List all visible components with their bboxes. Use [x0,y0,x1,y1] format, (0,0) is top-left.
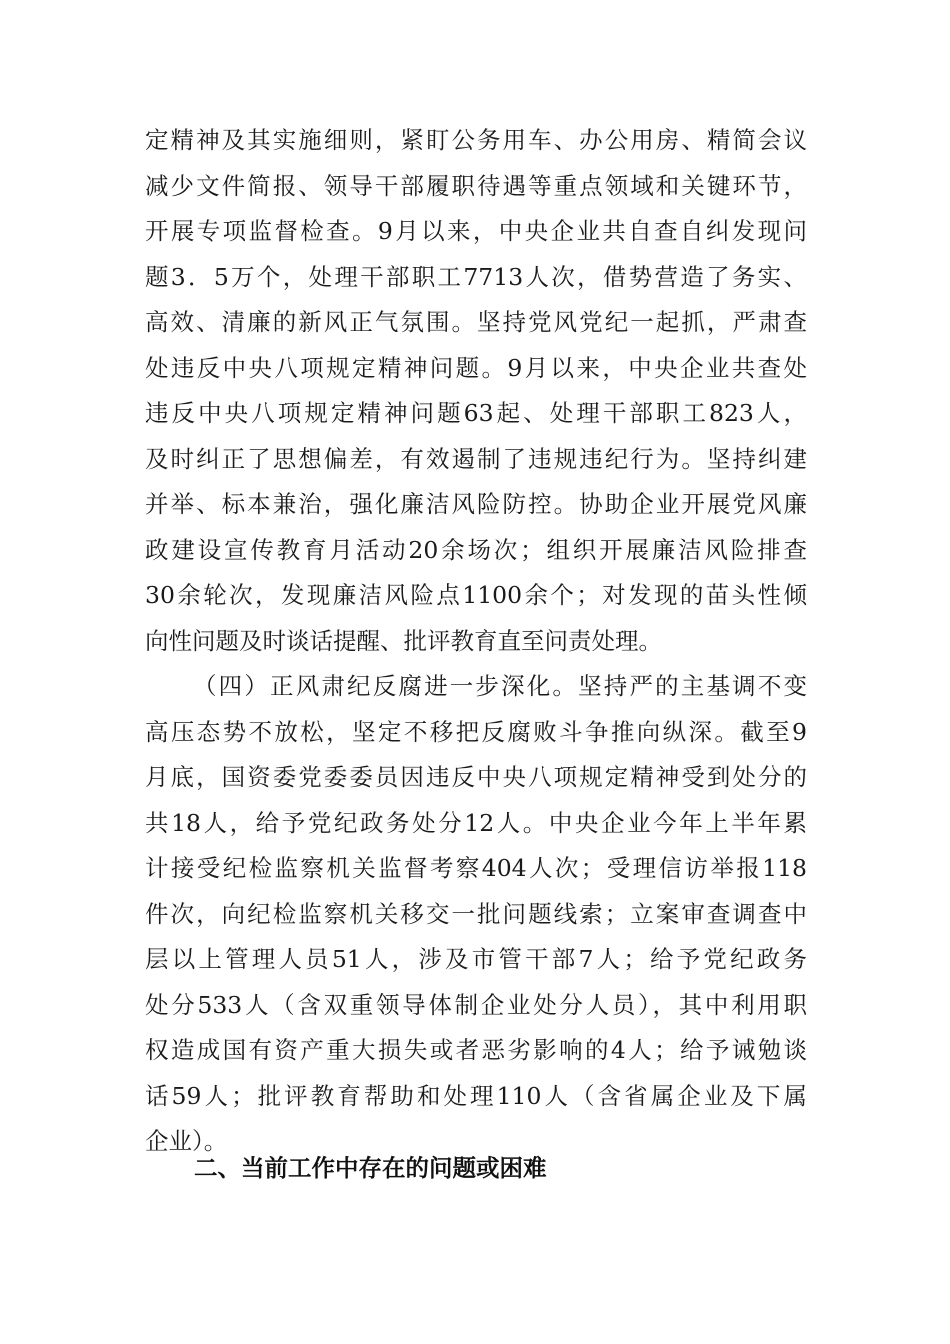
text-line: 及时纠正了思想偏差，有效遏制了违规违纪行为。坚持纠建 [145,444,807,473]
text-line: 处违反中央八项规定精神问题。9月以来，中央企业共查处 [145,353,807,382]
text-line: 权造成国有资产重大损失或者恶劣影响的4人；给予诫勉谈 [145,1036,807,1064]
text-line: 向性问题及时谈话提醒、批评教育直至问责处理。 [145,626,662,655]
text-line: 并举、标本兼治，强化廉洁风险防控。协助企业开展党风廉 [145,490,807,518]
section-heading: 二、当前工作中存在的问题或困难 [194,1154,547,1182]
paragraph-oversight [145,118,807,664]
text-line: 月底，国资委党委委员因违反中央八项规定精神受到处分的 [145,763,807,791]
text-line: 处分533人（含双重领导体制企业处分人员），其中利用职 [145,990,807,1019]
text-line: 违反中央八项规定精神问题63起、处理干部职工823人， [145,399,807,427]
text-line: 高压态势不放松，坚定不移把反腐败斗争推向纵深。截至9 [145,717,807,746]
text-line: 高效、清廉的新风正气氛围。坚持党风党纪一起抓，严肃查 [145,308,807,336]
text-line: 计接受纪检监察机关监督考察404人次；受理信访举报118 [145,854,807,882]
text-line: 件次，向纪检监察机关移交一批问题线索；立案审查调查中 [145,899,807,928]
text-line: 减少文件简报、领导干部履职待遇等重点领域和关键环节， [145,171,807,200]
text-line: 开展专项监督检查。9月以来，中央企业共自查自纠发现问 [145,217,807,245]
text-line: 话59人；批评教育帮助和处理110人（含省属企业及下属 [145,1081,807,1110]
text-line: 30余轮次，发现廉洁风险点1100余个；对发现的苗头性倾 [145,581,807,609]
text-line: 企业）。 [145,1127,228,1155]
paragraph-anticorruption [145,664,807,1165]
text-line: （四）正风肃纪反腐进一步深化。坚持严的主基调不变 [193,672,807,700]
text-line: 层以上管理人员51人，涉及市管干部7人；给予党纪政务 [145,945,807,973]
text-line: 定精神及其实施细则，紧盯公务用车、办公用房、精简会议 [145,126,807,154]
text-line: 共18人，给予党纪政务处分12人。中央企业今年上半年累 [145,808,807,837]
text-line: 题3．5万个，处理干部职工7713人次，借势营造了务实、 [145,262,807,291]
body-text [145,118,807,1165]
text-line: 政建设宣传教育月活动20余场次；组织开展廉洁风险排查 [145,535,807,564]
